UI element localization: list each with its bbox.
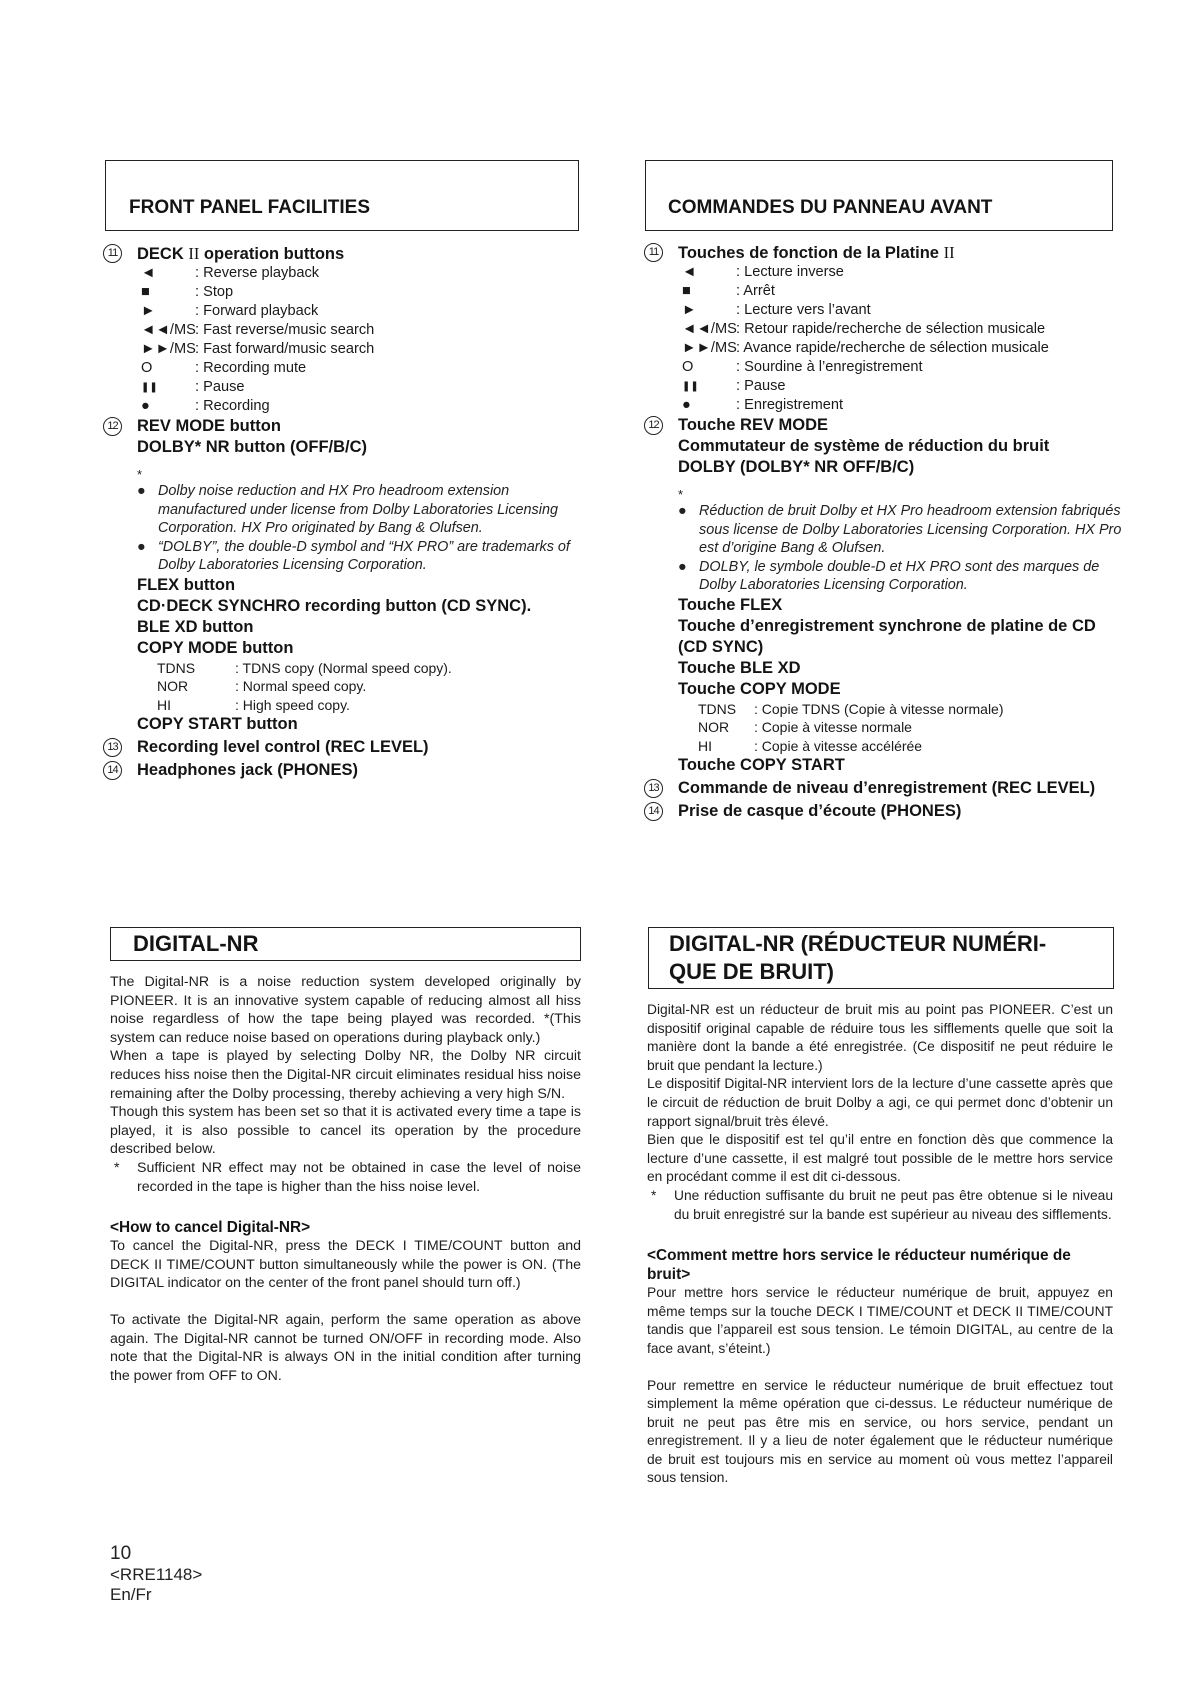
dolby-nr-label: DOLBY* NR button (OFF/B/C) [137, 438, 368, 456]
item-12-fr [644, 415, 1124, 776]
paragraph: Though this system has been set so that it is activated every time a tape is played, it is also possible to cancel its operation by the procedure described below. [110, 1104, 581, 1158]
control-row: ► : Forward playback [141, 303, 319, 319]
copy-mode-row: TDNS : TDNS copy (Normal speed copy). [157, 659, 452, 676]
circled-number-14: 14 [103, 761, 122, 780]
control-row: ● : Recording [141, 398, 270, 414]
front-panel-heading: FRONT PANEL FACILITIES [129, 197, 371, 218]
control-row: ◄ : Reverse playback [141, 265, 320, 281]
paragraph: To cancel the Digital-NR, press the DECK I TIME/COUNT button and DECK II TIME/COUNT button simultaneously while the power is ON. (The DIGITAL indicator on the center of the front panel should turn off.) [110, 1238, 581, 1292]
control-row: ❚❚ : Pause [141, 379, 245, 395]
how-to-cancel-heading: <How to cancel Digital-NR> [110, 1219, 311, 1237]
dolby-note-1: ● Dolby noise reduction and HX Pro headroom extension manufactured under license from Dolby Laboratories Licensing Corporation. HX Pro originated by Bang & Olufsen. [137, 483, 558, 537]
fast-forward-icon: ►►/MS [141, 341, 196, 357]
control-list-en [137, 264, 583, 416]
footnote-star: * [137, 467, 143, 482]
bullet-icon: ● [137, 483, 146, 499]
bullet-icon: ● [678, 558, 687, 575]
digital-nr-heading: DIGITAL-NR [133, 931, 259, 956]
paragraph: To activate the Digital-NR again, perform the same operation as above again. The Digital-NR cannot be turned ON/OFF in recording mode. Also note that the Digital-NR is always ON in the initial condition after turning the power from OFF to ON. [110, 1311, 581, 1384]
digital-nr-fr-heading: DIGITAL-NR (RÉDUCTEUR NUMÉRI- QUE DE BRUIT) [669, 931, 1047, 984]
control-row: ►►/MS : Fast forward/music search [141, 341, 375, 357]
paragraph: Pour mettre hors service le réducteur numérique de bruit, appuyez en même temps sur la touche DECK I TIME/COUNT et DECK II TIME/COUNT tandis que l’appareil est sous tension. Le témoin DIGITAL, au centre de la face avant, s’éteint.) [647, 1285, 1113, 1356]
stop-icon: ■ [141, 284, 150, 300]
paragraph: When a tape is played by selecting Dolby NR, the Dolby NR circuit reduces hiss noise then the Digital-NR circuit eliminates residual hiss noise remaining after the Dolby processing, thereby achieving a very high S/N. [110, 1048, 581, 1102]
language-code: En/Fr [110, 1585, 152, 1604]
bullet-icon: ● [678, 503, 687, 519]
digital-nr-body-en [110, 973, 581, 1385]
control-row: ❚❚ : Pause [682, 378, 786, 394]
page-number: 10 [110, 1543, 132, 1564]
control-row: ◄◄/MS : Retour rapide/recherche de sélection musicale [682, 321, 1046, 337]
control-row: ■ : Arrêt [682, 283, 775, 299]
record-icon: ● [682, 397, 691, 413]
front-panel-list-fr [644, 242, 1124, 822]
control-row: ● : Enregistrement [682, 397, 844, 413]
dolby-nr-label: Commutateur de système de réduction du bruit DOLBY (DOLBY* NR OFF/B/C) [678, 437, 1050, 476]
pause-icon: ❚❚ [141, 382, 158, 393]
comment-mettre-heading: <Comment mettre hors service le réducteur numérique de bruit> [647, 1247, 1071, 1284]
control-list-fr [678, 263, 1124, 415]
control-row: ■ : Stop [141, 284, 234, 300]
cd-sync-label: Touche d’enregistrement synchrone de platine de CD (CD SYNC) [678, 616, 1096, 656]
circled-number-12: 12 [103, 417, 122, 436]
circled-number-12: 12 [644, 416, 663, 435]
footnote-star: * [678, 487, 684, 502]
bullet-icon: ● [137, 538, 146, 555]
digital-nr-body-fr [647, 1001, 1113, 1488]
reverse-play-icon: ◄ [141, 265, 156, 281]
flex-label: FLEX button [137, 575, 236, 594]
control-row: ►►/MS : Avance rapide/recherche de sélection musicale [682, 340, 1049, 356]
circled-number-11: 11 [103, 244, 122, 263]
front-panel-heading-box [105, 160, 579, 231]
pause-icon: ❚❚ [682, 381, 699, 392]
control-row: ◄ : Lecture inverse [682, 264, 844, 280]
rev-mode-label: Touche REV MODE [678, 416, 829, 434]
item-12-en [103, 416, 583, 735]
reverse-play-icon: ◄ [682, 264, 697, 280]
control-row: ◄◄/MS : Fast reverse/music search [141, 322, 375, 338]
copy-mode-row: HI : High speed copy. [157, 696, 350, 713]
item-11-fr [644, 242, 1124, 415]
paragraph: Pour remettre en service le réducteur numérique de bruit effectuez tout simplement la même opération que ci-dessus. Le réducteur numérique de bruit ne peut pas être mis en service, ou hors service, pendant un enregistrement. Il y a lieu de noter également que le réducteur numérique de bruit est toujours mis en service au moment où vous mettez l’appareil sous tension. [647, 1377, 1113, 1486]
copy-mode-row: NOR : Copie à vitesse normale [698, 719, 912, 736]
star-note: * Une réduction suffisante du bruit ne peut pas être obtenue si le niveau du bruit enregistré sur la bande est supérieur au niveau des sifflements. [651, 1187, 1113, 1222]
paragraph: The Digital-NR is a noise reduction system developed originally by PIONEER. It is an innovative system capable of reducing almost all hiss noise regardless of how the tape being played was recorded. *(This system can reduce noise based on operations during playback only.) [110, 974, 581, 1046]
front-panel-list-en [103, 243, 583, 781]
dolby-note-2: ● DOLBY, le symbole double-D et HX PRO sont des marques de Dolby Laboratories Licensing Corporation. [678, 558, 1100, 594]
stop-icon: ■ [682, 283, 691, 299]
record-mute-icon: O [682, 359, 694, 375]
control-row: ► : Lecture vers l’avant [682, 302, 871, 318]
flex-label: Touche FLEX [678, 595, 783, 614]
commandes-heading-box [645, 160, 1113, 231]
record-mute-icon: O [141, 360, 153, 376]
copy-mode-label: Touche COPY MODE [678, 679, 841, 698]
cd-sync-label: CD·DECK SYNCHRO recording button (CD SYNC). [137, 596, 532, 615]
dolby-note-2: ● “DOLBY”, the double-D symbol and “HX PRO” are trademarks of Dolby Laboratories Licensing Corporation. [137, 538, 570, 574]
item-14-en: 14 Headphones jack (PHONES) [103, 760, 583, 781]
fast-reverse-icon: ◄◄/MS [682, 321, 737, 337]
record-icon: ● [141, 398, 150, 414]
item-11-en [103, 243, 583, 416]
page-footer [110, 1543, 202, 1605]
copy-mode-row: NOR : Normal speed copy. [157, 678, 367, 695]
copy-mode-row: TDNS : Copie TDNS (Copie à vitesse normale) [698, 700, 1004, 717]
item-13-en: 13 Recording level control (REC LEVEL) [103, 737, 583, 758]
forward-play-icon: ► [141, 303, 156, 319]
rev-mode-label: REV MODE button [137, 417, 281, 435]
circled-number-13: 13 [644, 779, 663, 798]
item-13-fr: 13 Commande de niveau d’enregistrement (REC LEVEL) [644, 778, 1124, 799]
paragraph: Le dispositif Digital-NR intervient lors de la lecture d’une cassette après que le circuit de réduction de bruit Dolby a agi, ce qui permet donc d’obtenir un rapport signal/bruit très élevé. [647, 1076, 1113, 1129]
item-11-title: DECK II operation buttons [137, 244, 345, 263]
commandes-heading: COMMANDES DU PANNEAU AVANT [668, 197, 993, 218]
control-row: O : Recording mute [141, 360, 307, 376]
dolby-note-1: ● Réduction de bruit Dolby et HX Pro headroom extension fabriqués sous license de Dolby Laboratories Licensing Corporation. HX Pro est d’origine Bang & Olufsen. [678, 503, 1122, 557]
forward-play-icon: ► [682, 302, 697, 318]
copy-start-label: COPY START button [137, 715, 298, 734]
item-11-title: Touches de fonction de la Platine II [678, 243, 955, 262]
copy-mode-label: COPY MODE button [137, 638, 294, 657]
item-14-fr: 14 Prise de casque d’écoute (PHONES) [644, 801, 1124, 822]
paragraph: Digital-NR est un réducteur de bruit mis au point pas PIONEER. C’est un dispositif original capable de réduire tous les sifflements quelle que soit la manière dont la bande a été enregistrée. (Ce dispositif ne peut réduire le bruit que pendant la lecture.) [647, 1002, 1113, 1073]
ble-xd-label: Touche BLE XD [678, 658, 801, 677]
document-code: <RRE1148> [110, 1565, 203, 1584]
circled-number-14: 14 [644, 802, 663, 821]
digital-nr-heading-box [110, 927, 581, 961]
control-row: O : Sourdine à l’enregistrement [682, 359, 923, 375]
copy-mode-row: HI : Copie à vitesse accélérée [698, 737, 923, 754]
ble-xd-label: BLE XD button [137, 617, 254, 636]
copy-start-label: Touche COPY START [678, 756, 845, 775]
digital-nr-fr-heading-box [648, 927, 1114, 989]
circled-number-11: 11 [644, 243, 663, 262]
fast-reverse-icon: ◄◄/MS [141, 322, 196, 338]
paragraph: Bien que le dispositif est tel qu’il entre en fonction dès que commence la lecture d’une cassette, il est malgré tout possible de le mettre hors service en procédant comme il est dit ci-dessous. [647, 1132, 1113, 1185]
star-note: * Sufficient NR effect may not be obtained in case the level of noise recorded in the tape is higher than the hiss noise level. [114, 1159, 581, 1195]
circled-number-13: 13 [103, 738, 122, 757]
fast-forward-icon: ►►/MS [682, 340, 737, 356]
